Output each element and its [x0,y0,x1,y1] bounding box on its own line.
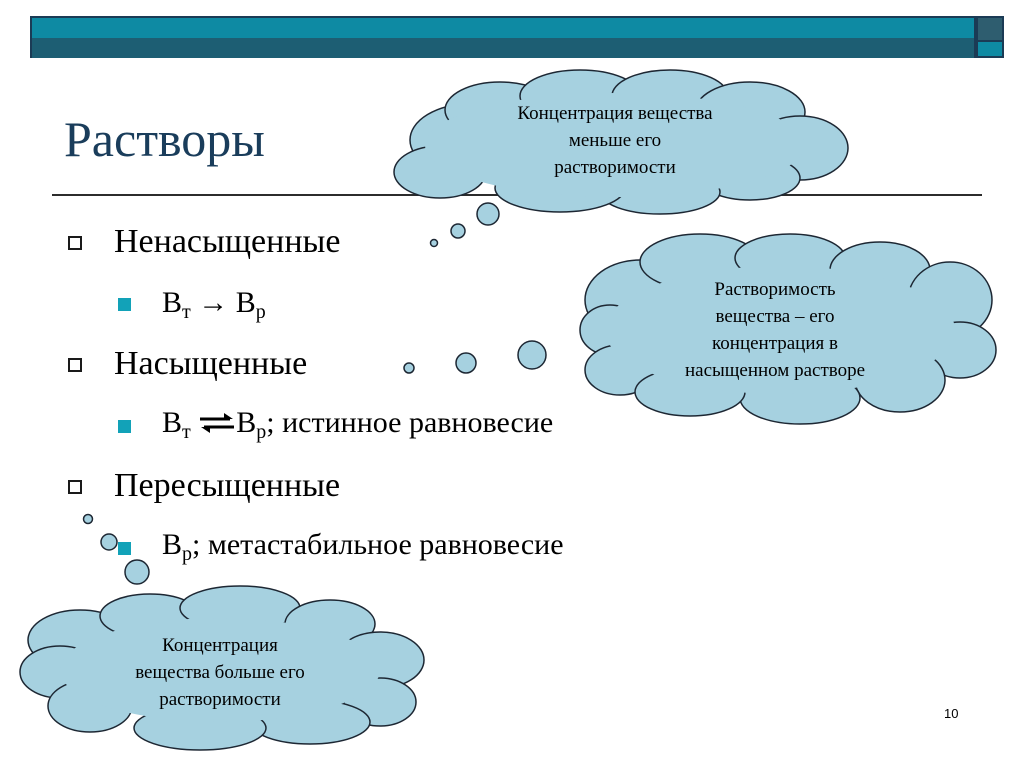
cloud-line: вещества – его [715,306,835,327]
cloud-line: Растворимость [714,279,836,300]
thought-bubble-dot [101,534,117,550]
slide-title: Растворы [64,111,265,167]
thought-bubble-dot [456,353,476,373]
cloud-line: Концентрация вещества [517,103,713,124]
cloud-line: концентрация в [712,333,838,354]
subscript-p: р [256,421,267,443]
thought-bubble-dot [518,341,546,369]
cloud-line: растворимости [159,689,281,710]
sub-bullet-b: В [162,528,183,561]
subscript-t: т [182,301,191,323]
thought-bubble-dot [404,363,414,373]
sub-bullet-b: В [162,406,183,439]
bullet-unsaturated: Ненасыщенные [114,223,341,260]
cloud-text-right [630,276,920,384]
sub-bullet-b: В [162,286,183,319]
thought-bubble-dot [477,203,499,225]
cloud-line: вещества больше его [135,662,305,683]
sub-bullet-b2: В [235,286,256,319]
cloud-line: меньше его [568,130,662,151]
thought-bubble-dot [431,240,438,247]
subscript-p: р [255,301,266,323]
subscript-p: р [182,543,193,565]
subscript-t: т [182,421,191,443]
page-number: 10 [944,706,959,721]
sub-bullet-tail: ; истинное равновесие [266,406,554,439]
thought-bubble-dot [451,224,465,238]
arrow-right-icon: → [198,286,229,319]
cloud-text-top [455,100,775,181]
cloud-text-bottom [70,632,370,713]
thought-bubble-dot [84,515,93,524]
sub-bullet-b2: В [236,406,257,439]
cloud-line: Концентрация [162,635,278,656]
cloud-line: растворимости [554,157,676,178]
bullet-supersaturated: Пересыщенные [114,467,341,504]
bullet-saturated: Насыщенные [114,345,308,382]
sub-bullet-tail: ; метастабильное равновесие [192,528,564,561]
cloud-line: насыщенном растворе [684,360,866,381]
thought-bubble-dot [125,560,149,584]
